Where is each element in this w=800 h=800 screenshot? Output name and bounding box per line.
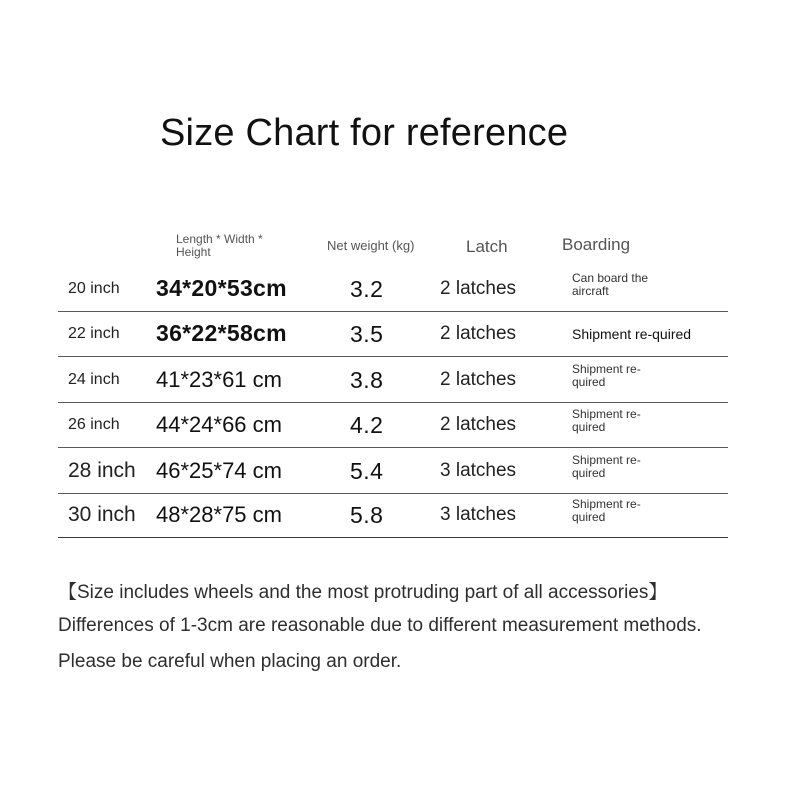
size-cell: 22 inch [68, 325, 120, 342]
note-careful: Please be careful when placing an order. [58, 651, 402, 672]
latch-cell: 2 latches [440, 369, 517, 390]
weight-cell: 5.4 [350, 458, 384, 484]
header-weight: Net weight (kg) [327, 238, 415, 253]
note-size-includes: 【Size includes wheels and the most protruding part of all accessories】 [58, 582, 668, 603]
header-dimensions: Length * Width * Height [176, 232, 263, 259]
boarding-cell: Shipment re-quired [572, 497, 641, 524]
weight-cell: 5.8 [350, 502, 384, 528]
latch-cell: 2 latches [440, 414, 517, 435]
header-boarding: Boarding [562, 235, 631, 254]
weight-cell: 3.8 [350, 367, 384, 393]
dimensions-cell: 46*25*74 cm [156, 458, 282, 483]
table-row [58, 357, 728, 403]
boarding-cell: Shipment re-quired [572, 326, 692, 342]
size-cell: 24 inch [68, 371, 120, 388]
latch-cell: 3 latches [440, 460, 517, 481]
weight-cell: 4.2 [350, 412, 384, 438]
dimensions-cell: 34*20*53cm [156, 275, 287, 301]
note-differences: Differences of 1-3cm are reasonable due to different measurement methods. [58, 615, 702, 636]
dimensions-cell: 41*23*61 cm [156, 367, 282, 392]
dimensions-cell: 44*24*66 cm [156, 412, 282, 437]
dimensions-cell: 36*22*58cm [156, 320, 287, 346]
latch-cell: 2 latches [440, 323, 517, 344]
size-cell: 26 inch [68, 416, 120, 433]
table-row [58, 448, 728, 494]
size-cell: 20 inch [68, 280, 120, 297]
table-row [58, 311, 728, 357]
weight-cell: 3.2 [350, 276, 384, 302]
boarding-cell: Can board the aircraft [572, 271, 649, 298]
latch-cell: 3 latches [440, 504, 517, 525]
weight-cell: 3.5 [350, 321, 384, 347]
table-row [58, 402, 728, 448]
boarding-cell: Shipment re-quired [572, 453, 641, 480]
header-latch: Latch [466, 237, 508, 256]
latch-cell: 2 latches [440, 278, 517, 299]
boarding-cell: Shipment re-quired [572, 407, 641, 434]
dimensions-cell: 48*28*75 cm [156, 502, 282, 527]
table-row [58, 492, 728, 538]
size-cell: 28 inch [68, 459, 136, 482]
size-cell: 30 inch [68, 503, 136, 526]
boarding-cell: Shipment re-quired [572, 362, 641, 389]
page-title: Size Chart for reference [160, 112, 569, 154]
table-row [58, 266, 728, 312]
